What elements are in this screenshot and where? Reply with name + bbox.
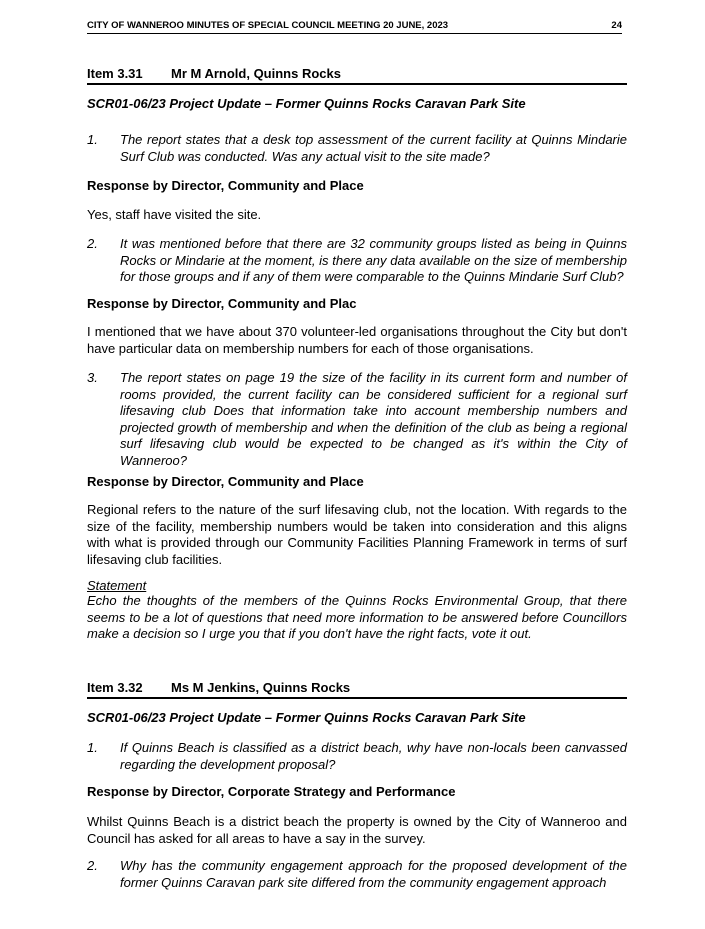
question-text: The report states that a desk top assessment of the current facility at Quinns Mindarie Surf Club was conducted. Was any actual visit to the site made? bbox=[120, 132, 627, 164]
item-speaker: Ms M Jenkins, Quinns Rocks bbox=[171, 680, 351, 695]
question-number: 1. bbox=[87, 132, 98, 147]
question bbox=[87, 132, 627, 165]
question bbox=[87, 858, 627, 891]
question bbox=[87, 370, 627, 469]
response-heading: Response by Director, Community and Plac bbox=[87, 296, 357, 311]
item-heading bbox=[87, 66, 627, 85]
question-text: If Quinns Beach is classified as a district beach, why have non-locals been canvassed regarding the development proposal? bbox=[120, 740, 627, 772]
statement-label: Statement bbox=[87, 578, 147, 593]
response-text: Yes, staff have visited the site. bbox=[87, 207, 262, 222]
question-text: The report states on page 19 the size of the facility in its current form and number of rooms provided, the current facility can be considered sufficient for a regional surf lifesaving club Does that information take into account membership numbers and projected growth of membership and when the definition of the club as being a regional surf lifesaving club would be expected to be changed as it's within the City of Wanneroo? bbox=[120, 370, 627, 468]
response-heading: Response by Director, Community and Place bbox=[87, 474, 364, 489]
response-heading: Response by Director, Community and Place bbox=[87, 178, 364, 193]
item-number: Item 3.31 bbox=[87, 66, 143, 81]
item-subject: SCR01-06/23 Project Update – Former Quinns Rocks Caravan Park Site bbox=[87, 96, 526, 111]
item-speaker: Mr M Arnold, Quinns Rocks bbox=[171, 66, 341, 81]
response-text: I mentioned that we have about 370 volunteer-led organisations throughout the City but don't have particular data on membership numbers for each of those organisations. bbox=[87, 324, 627, 356]
statement-text: Echo the thoughts of the members of the Quinns Rocks Environmental Group, that there seems to be a lot of questions that need more information to be answered before Councillors make a decision so I urge you that if you don't have the right facts, vote it out. bbox=[87, 593, 627, 641]
response-heading: Response by Director, Corporate Strategy and Performance bbox=[87, 784, 456, 799]
question-number: 3. bbox=[87, 370, 98, 385]
question bbox=[87, 740, 627, 773]
header-title: CITY OF WANNEROO MINUTES OF SPECIAL COUNCIL MEETING 20 JUNE, 2023 bbox=[87, 20, 449, 31]
question-number: 2. bbox=[87, 236, 98, 251]
item-number: Item 3.32 bbox=[87, 680, 143, 695]
item-subject: SCR01-06/23 Project Update – Former Quinns Rocks Caravan Park Site bbox=[87, 710, 526, 725]
running-header bbox=[87, 20, 622, 34]
item-heading bbox=[87, 680, 627, 699]
question-number: 1. bbox=[87, 740, 98, 755]
response-text: Regional refers to the nature of the surf lifesaving club, not the location. With regards to the size of the facility, membership numbers would be taken into consideration and this aligns with what is provided through our Community Facilities Planning Framework in terms of surf lifesaving club facilities. bbox=[87, 502, 627, 567]
question-text: Why has the community engagement approach for the proposed development of the former Quinns Caravan park site differed from the community engagement approach bbox=[120, 858, 627, 890]
question-number: 2. bbox=[87, 858, 98, 873]
question bbox=[87, 236, 627, 286]
page-number: 24 bbox=[611, 20, 622, 31]
question-text: It was mentioned before that there are 32 community groups listed as being in Quinns Rocks or Mindarie at the moment, is there any data available on the size of membership for those groups and if any of them were comparable to the Quinns Mindarie Surf Club? bbox=[120, 236, 627, 284]
response-text: Whilst Quinns Beach is a district beach the property is owned by the City of Wanneroo and Council has asked for all areas to have a say in the survey. bbox=[87, 814, 627, 846]
